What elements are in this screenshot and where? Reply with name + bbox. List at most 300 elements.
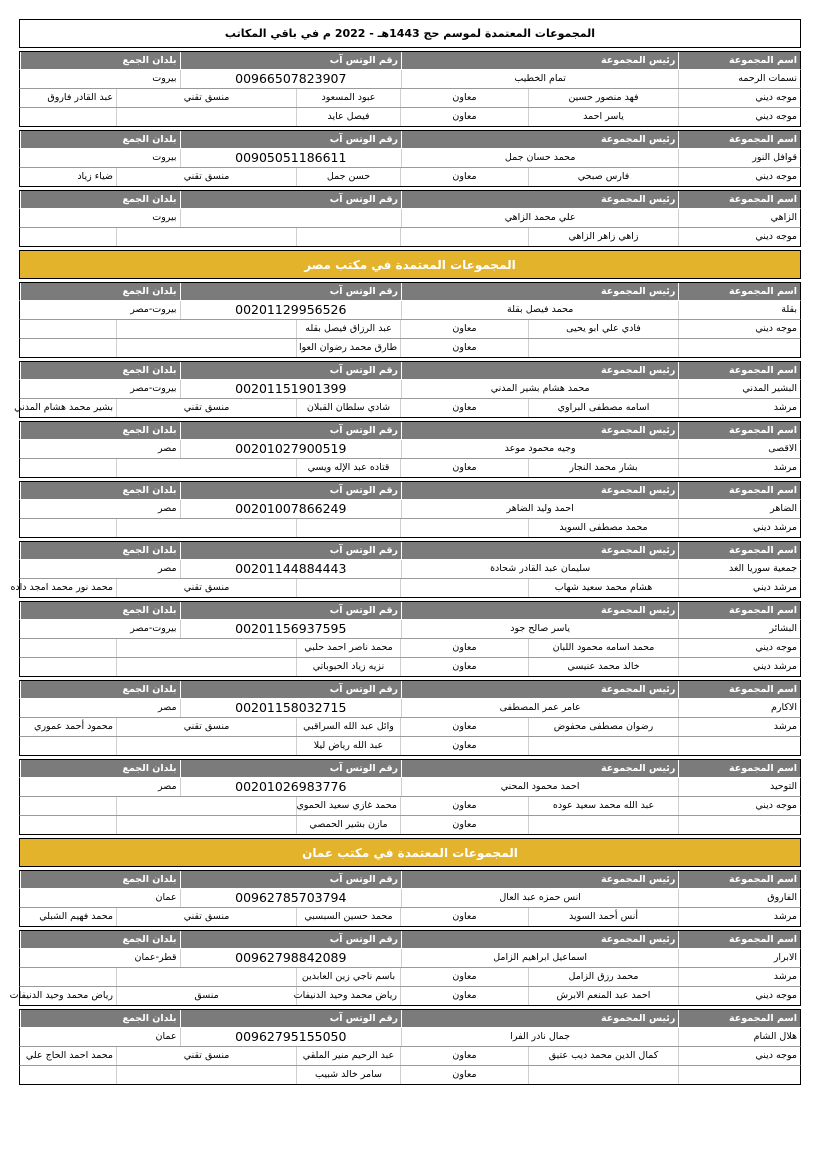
staff-row (19, 658, 801, 677)
group-head: تمام الخطيب (401, 70, 678, 88)
staff-name (528, 339, 678, 357)
staff-row (19, 89, 801, 108)
assistant-name: طارق محمد رضوان العوا (296, 339, 400, 357)
header-countries: بلدان الجمع (20, 760, 180, 777)
coordinator-name (20, 816, 116, 834)
group-block (19, 870, 801, 927)
header-group-name: اسم المجموعة (678, 931, 800, 948)
group-name: نسمات الرحمه (678, 70, 800, 88)
staff-name: فهد منصور حسين (528, 89, 678, 107)
header-group-name: اسم المجموعة (678, 602, 800, 619)
staff-role: موجه ديني (678, 987, 800, 1005)
group-block (19, 481, 801, 538)
coordinator-role (116, 339, 296, 357)
staff-role (678, 816, 800, 834)
group-block (19, 51, 801, 127)
coordinator-role: منسق (116, 987, 296, 1005)
coordinator-role (116, 228, 296, 246)
coordinator-name: رياض محمد وحيد الدنيفات (9, 990, 113, 1001)
header-group-head: رئيس المجموعة (401, 191, 678, 208)
assistant-role: معاون (400, 816, 528, 834)
whatsapp-number: 00201007866249 (180, 500, 401, 518)
coordinator-name: محمد احمد الحاج علي (25, 1050, 113, 1061)
staff-row (9, 987, 801, 1006)
header-whatsapp: رقم الوتس آب (180, 283, 401, 300)
header-whatsapp: رقم الوتس آب (180, 871, 401, 888)
assistant-name: عبود المسعود (296, 89, 400, 107)
staff-name: خالد محمد عنيسي (528, 658, 678, 676)
group-head: احمد وليد الضاهر (401, 500, 678, 518)
group-name: بقلة (678, 301, 800, 319)
coordinator-name (20, 968, 116, 986)
assistant-role: معاون (400, 399, 528, 417)
whatsapp-number: 00201156937595 (180, 620, 401, 638)
assistant-name (296, 579, 400, 597)
group-name: الاكارم (678, 699, 800, 717)
header-group-name: اسم المجموعة (678, 1010, 800, 1027)
coordinator-name: عبد القادر فاروق (47, 92, 113, 103)
staff-role: مرشد ديني (678, 658, 800, 676)
group-block (19, 282, 801, 358)
staff-name: محمد رزق الزامل (528, 968, 678, 986)
whatsapp-number: 00201129956526 (180, 301, 401, 319)
assistant-role (400, 579, 528, 597)
header-whatsapp: رقم الوتس آب (180, 931, 401, 948)
staff-name (528, 816, 678, 834)
assistant-name: محمد حسين السبسبي (296, 908, 400, 926)
assistant-name: محمد غازي سعيد الحموي (296, 797, 400, 815)
header-whatsapp: رقم الوتس آب (180, 131, 401, 148)
assistant-role: معاون (400, 320, 528, 338)
header-group-name: اسم المجموعة (678, 131, 800, 148)
collection-countries: بيروت (152, 152, 177, 163)
staff-row (19, 519, 801, 538)
coordinator-role (116, 639, 296, 657)
header-countries: بلدان الجمع (20, 1010, 180, 1027)
group-main-row (19, 620, 801, 639)
staff-row (19, 1047, 801, 1066)
assistant-name: رياض محمد وحيد الدنيفات (296, 987, 400, 1005)
header-whatsapp: رقم الوتس آب (180, 482, 401, 499)
collection-countries: مصر (158, 563, 177, 574)
staff-role: موجه ديني (678, 168, 800, 186)
coordinator-role (116, 658, 296, 676)
group-header-row (19, 421, 801, 440)
header-whatsapp: رقم الوتس آب (180, 1010, 401, 1027)
staff-row (19, 908, 801, 927)
header-group-head: رئيس المجموعة (401, 602, 678, 619)
staff-role: موجه ديني (678, 108, 800, 126)
group-head: محمد فيصل بقلة (401, 301, 678, 319)
coordinator-role: منسق تقني (116, 579, 296, 597)
assistant-name (296, 228, 400, 246)
staff-name: أنس أحمد السويد (528, 908, 678, 926)
coordinator-name (20, 519, 116, 537)
coordinator-role: منسق تقني (116, 399, 296, 417)
staff-name: كمال الدين محمد ديب عتيق (528, 1047, 678, 1065)
group-name: هلال الشام (678, 1028, 800, 1046)
group-header-row (19, 282, 801, 301)
assistant-name: سامر خالد شبيب (296, 1066, 400, 1084)
staff-role: موجه ديني (678, 89, 800, 107)
staff-role: موجه ديني (678, 797, 800, 815)
staff-name: محمد اسامه محمود اللبان (528, 639, 678, 657)
assistant-role: معاون (400, 908, 528, 926)
assistant-name: باسم ناجي زين العابدين (296, 968, 400, 986)
header-group-name: اسم المجموعة (678, 681, 800, 698)
group-main-row (19, 380, 801, 399)
group-block (19, 680, 801, 756)
group-head: سليمان عبد القادر شحادة (401, 560, 678, 578)
group-block (9, 930, 801, 1006)
staff-name: زاهي زاهر الزاهي (528, 228, 678, 246)
section-heading: المجموعات المعتمدة في مكتب عمان (19, 838, 801, 867)
group-main-row (19, 1028, 801, 1047)
group-head: محمد حسان جمل (401, 149, 678, 167)
coordinator-name: محمد نور محمد امجد داده (10, 582, 113, 593)
group-main-row (19, 149, 801, 168)
group-header-row (19, 680, 801, 699)
staff-name (528, 737, 678, 755)
group-main-row (19, 560, 801, 579)
whatsapp-number: 00201158032715 (180, 699, 401, 717)
assistant-name: فيصل عايد (296, 108, 400, 126)
header-countries: بلدان الجمع (20, 871, 180, 888)
coordinator-name (20, 1066, 116, 1084)
group-main-row (19, 889, 801, 908)
coordinator-role (116, 968, 296, 986)
coordinator-role: منسق تقني (116, 718, 296, 736)
group-head: علي محمد الزاهي (401, 209, 678, 227)
whatsapp-number: 00201027900519 (180, 440, 401, 458)
assistant-name: محمد ناصر احمد حلبي (296, 639, 400, 657)
header-group-name: اسم المجموعة (678, 542, 800, 559)
group-block (19, 759, 801, 835)
header-countries: بلدان الجمع (20, 52, 180, 69)
assistant-role: معاون (400, 718, 528, 736)
group-head: ياسر صالح جود (401, 620, 678, 638)
staff-role: مرشد (678, 399, 800, 417)
header-group-name: اسم المجموعة (678, 482, 800, 499)
collection-countries: بيروت-مصر (130, 383, 177, 394)
whatsapp-number: 00201144884443 (180, 560, 401, 578)
coordinator-name (20, 108, 116, 126)
group-head: احمد محمود المحني (401, 778, 678, 796)
group-main-row (19, 949, 801, 968)
coordinator-role (116, 519, 296, 537)
group-name: البشير المدني (678, 380, 800, 398)
group-header-row (19, 481, 801, 500)
group-block (19, 130, 801, 187)
header-whatsapp: رقم الوتس آب (180, 422, 401, 439)
header-whatsapp: رقم الوتس آب (180, 760, 401, 777)
coordinator-name (20, 320, 116, 338)
coordinator-role (116, 1066, 296, 1084)
sheet-body (9, 48, 801, 1085)
group-head: عامر عمر المصطفى (401, 699, 678, 717)
group-header-row (19, 1009, 801, 1028)
header-group-name: اسم المجموعة (678, 871, 800, 888)
group-header-row (19, 130, 801, 149)
group-header-row (19, 190, 801, 209)
staff-name: بشار محمد النجار (528, 459, 678, 477)
assistant-role: معاون (400, 658, 528, 676)
staff-role: مرشد (678, 968, 800, 986)
collection-countries: مصر (158, 443, 177, 454)
header-group-head: رئيس المجموعة (401, 52, 678, 69)
staff-name: محمد مصطفى السويد (528, 519, 678, 537)
staff-row (19, 339, 801, 358)
assistant-role: معاون (400, 108, 528, 126)
group-name: الاقصى (678, 440, 800, 458)
group-name: الضاهر (678, 500, 800, 518)
coordinator-name (20, 797, 116, 815)
header-whatsapp: رقم الوتس آب (180, 542, 401, 559)
staff-row (19, 459, 801, 478)
assistant-name: قتاده عبد الإله ويسي (296, 459, 400, 477)
collection-countries: بيروت (152, 212, 177, 223)
staff-row (19, 168, 801, 187)
header-group-name: اسم المجموعة (678, 362, 800, 379)
assistant-role: معاون (400, 737, 528, 755)
group-name: التوحيد (678, 778, 800, 796)
header-countries: بلدان الجمع (20, 931, 180, 948)
assistant-name: عبد الله رياض ليلا (296, 737, 400, 755)
assistant-role: معاون (400, 89, 528, 107)
coordinator-role (116, 797, 296, 815)
staff-name (528, 1066, 678, 1084)
group-main-row (19, 440, 801, 459)
assistant-role: معاون (400, 797, 528, 815)
header-countries: بلدان الجمع (20, 283, 180, 300)
coordinator-name: محمد فهيم الشبلي (39, 911, 113, 922)
page-title: المجموعات المعتمدة لموسم حج 1443هـ - 2022 م في باقي المكاتب (19, 19, 801, 48)
whatsapp-number: 00201151901399 (180, 380, 401, 398)
staff-row (19, 320, 801, 339)
group-main-row (19, 70, 801, 89)
group-header-row (19, 361, 801, 380)
group-main-row (19, 699, 801, 718)
header-group-head: رئيس المجموعة (401, 681, 678, 698)
header-group-head: رئيس المجموعة (401, 131, 678, 148)
group-name: قوافل النور (678, 149, 800, 167)
staff-role: مرشد ديني (678, 519, 800, 537)
group-head: انس حمزه عبد العال (401, 889, 678, 907)
whatsapp-number (180, 209, 401, 227)
group-main-row (19, 209, 801, 228)
staff-row (19, 737, 801, 756)
group-header-row (19, 601, 801, 620)
staff-name: عبد الله محمد سعيد عوده (528, 797, 678, 815)
assistant-name: عبد الرزاق فيصل بقله (296, 320, 400, 338)
staff-role (678, 339, 800, 357)
staff-role: موجه ديني (678, 639, 800, 657)
whatsapp-number: 00962798842089 (180, 949, 401, 967)
assistant-role (400, 228, 528, 246)
assistant-role: معاون (400, 339, 528, 357)
group-main-row (19, 778, 801, 797)
header-group-head: رئيس المجموعة (401, 482, 678, 499)
assistant-name: حسن جمل (296, 168, 400, 186)
header-group-name: اسم المجموعة (678, 283, 800, 300)
group-main-row (19, 500, 801, 519)
group-head: جمال نادر الفرا (401, 1028, 678, 1046)
group-name: الفاروق (678, 889, 800, 907)
collection-countries: بيروت-مصر (130, 623, 177, 634)
header-group-head: رئيس المجموعة (401, 871, 678, 888)
staff-role: مرشد (678, 908, 800, 926)
header-whatsapp: رقم الوتس آب (180, 681, 401, 698)
group-header-row (19, 870, 801, 889)
header-countries: بلدان الجمع (20, 482, 180, 499)
coordinator-name (20, 639, 116, 657)
header-group-head: رئيس المجموعة (401, 362, 678, 379)
coordinator-role (116, 108, 296, 126)
collection-countries: قطر-عمان (134, 952, 177, 963)
whatsapp-number: 00905051186611 (180, 149, 401, 167)
header-group-name: اسم المجموعة (678, 191, 800, 208)
assistant-role: معاون (400, 459, 528, 477)
coordinator-name (20, 228, 116, 246)
staff-name: فادي علي ابو يحيى (528, 320, 678, 338)
collection-countries: بيروت-مصر (130, 304, 177, 315)
coordinator-role: منسق تقني (116, 1047, 296, 1065)
coordinator-role (116, 816, 296, 834)
header-countries: بلدان الجمع (20, 602, 180, 619)
staff-role: مرشد (678, 459, 800, 477)
header-group-name: اسم المجموعة (678, 422, 800, 439)
assistant-name: شادي سلطان القبلان (296, 399, 400, 417)
header-whatsapp: رقم الوتس آب (180, 52, 401, 69)
staff-row (14, 399, 801, 418)
staff-row (10, 579, 801, 598)
header-countries: بلدان الجمع (20, 422, 180, 439)
coordinator-name: ضياء زياد (77, 171, 113, 182)
staff-row (19, 639, 801, 658)
collection-countries: مصر (158, 702, 177, 713)
header-group-head: رئيس المجموعة (401, 931, 678, 948)
assistant-role: معاون (400, 1066, 528, 1084)
assistant-name: مازن بشير الحمصي (296, 816, 400, 834)
group-head: اسماعيل ابراهيم الزامل (401, 949, 678, 967)
group-head: محمد هشام بشير المدني (401, 380, 678, 398)
header-group-head: رئيس المجموعة (401, 283, 678, 300)
staff-name: رضوان مصطفى محفوض (528, 718, 678, 736)
assistant-name: نزيه زياد الحبوباتي (296, 658, 400, 676)
coordinator-role: منسق تقني (116, 89, 296, 107)
staff-role: مرشد (678, 718, 800, 736)
collection-countries: بيروت (152, 73, 177, 84)
assistant-name (296, 519, 400, 537)
group-main-row (19, 301, 801, 320)
assistant-role: معاون (400, 639, 528, 657)
group-header-row (19, 930, 801, 949)
header-countries: بلدان الجمع (20, 362, 180, 379)
group-block (14, 361, 801, 418)
group-header-row (19, 51, 801, 70)
staff-name: فارس صبحي (528, 168, 678, 186)
staff-row (19, 108, 801, 127)
staff-row (19, 1066, 801, 1085)
group-name: جمعية سوريا الغد (678, 560, 800, 578)
header-countries: بلدان الجمع (20, 542, 180, 559)
groups-sheet (9, 19, 801, 1085)
header-countries: بلدان الجمع (20, 131, 180, 148)
coordinator-role (116, 459, 296, 477)
group-name: الابرار (678, 949, 800, 967)
whatsapp-number: 00966507823907 (180, 70, 401, 88)
staff-name: اسامه مصطفى البراوي (528, 399, 678, 417)
group-block (19, 1009, 801, 1085)
staff-role: موجه ديني (678, 1047, 800, 1065)
coordinator-name (20, 339, 116, 357)
collection-countries: مصر (158, 781, 177, 792)
coordinator-name (20, 459, 116, 477)
assistant-role: معاون (400, 968, 528, 986)
assistant-name: وائل عبد الله السراقبي (296, 718, 400, 736)
section-heading: المجموعات المعتمدة في مكتب مصر (19, 250, 801, 279)
header-group-head: رئيس المجموعة (401, 1010, 678, 1027)
header-whatsapp: رقم الوتس آب (180, 362, 401, 379)
header-group-head: رئيس المجموعة (401, 542, 678, 559)
header-group-name: اسم المجموعة (678, 52, 800, 69)
assistant-role (400, 519, 528, 537)
group-block (19, 421, 801, 478)
assistant-role: معاون (400, 168, 528, 186)
coordinator-name: محمود أحمد عموري (34, 721, 113, 732)
staff-name: هشام محمد سعيد شهاب (528, 579, 678, 597)
staff-row (19, 816, 801, 835)
staff-role: موجه ديني (678, 228, 800, 246)
whatsapp-number: 00962795155050 (180, 1028, 401, 1046)
collection-countries: عمان (155, 892, 177, 903)
staff-role (678, 1066, 800, 1084)
staff-name: ياسر احمد (528, 108, 678, 126)
staff-role (678, 737, 800, 755)
group-block (19, 190, 801, 247)
coordinator-role (116, 737, 296, 755)
whatsapp-number: 00201026983776 (180, 778, 401, 796)
staff-row (19, 797, 801, 816)
assistant-role: معاون (400, 987, 528, 1005)
header-group-name: اسم المجموعة (678, 760, 800, 777)
collection-countries: عمان (155, 1031, 177, 1042)
group-name: الزاهي (678, 209, 800, 227)
group-header-row (19, 759, 801, 778)
header-countries: بلدان الجمع (20, 191, 180, 208)
coordinator-role: منسق تقني (116, 908, 296, 926)
staff-name: احمد عبد المنعم الابرش (528, 987, 678, 1005)
group-name: البشائر (678, 620, 800, 638)
assistant-role: معاون (400, 1047, 528, 1065)
header-group-head: رئيس المجموعة (401, 760, 678, 777)
coordinator-name (20, 658, 116, 676)
coordinator-role (116, 320, 296, 338)
header-group-head: رئيس المجموعة (401, 422, 678, 439)
staff-row (19, 228, 801, 247)
header-countries: بلدان الجمع (20, 681, 180, 698)
staff-role: موجه ديني (678, 320, 800, 338)
staff-row (19, 968, 801, 987)
group-block (19, 601, 801, 677)
staff-role: مرشد ديني (678, 579, 800, 597)
whatsapp-number: 00962785703794 (180, 889, 401, 907)
assistant-name: عبد الرحيم منير الملقي (296, 1047, 400, 1065)
coordinator-name (20, 737, 116, 755)
staff-row (19, 718, 801, 737)
coordinator-name: بشير محمد هشام المدني (14, 402, 113, 413)
group-block (10, 541, 801, 598)
